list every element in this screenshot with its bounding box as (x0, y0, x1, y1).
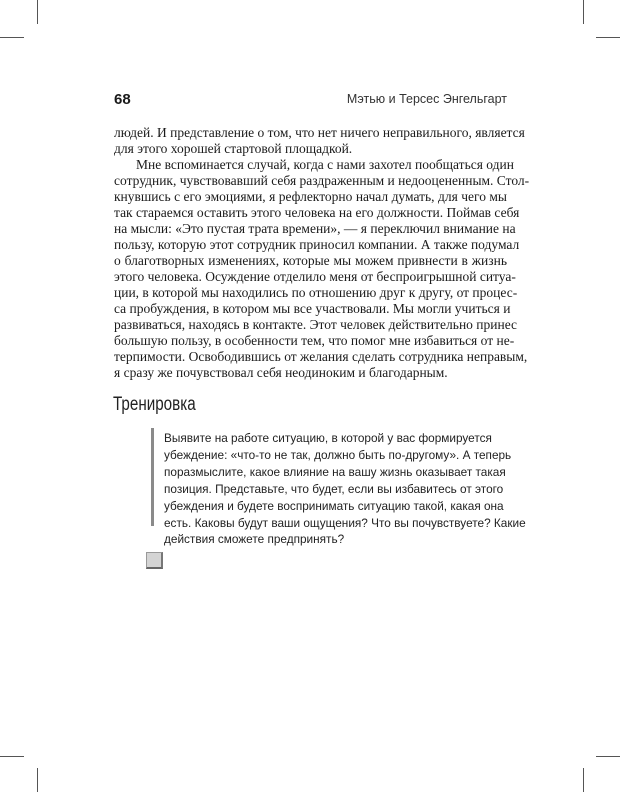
text-line: кнувшись с его эмоциями, я рефлекторно начал думать, для чего мы (114, 189, 507, 204)
exercise-sidebar-rule (151, 428, 154, 526)
text-line: развиваться, находясь в контакте. Этот человек действительно принес (114, 317, 518, 332)
exercise-text (164, 430, 526, 548)
crop-mark (0, 37, 24, 38)
text-line: Мне вспоминается случай, когда с нами захотел пообщаться один (136, 157, 514, 172)
text-line: сотрудник, чувствовавший себя раздраженным и недооцененным. Стол- (114, 173, 530, 188)
exercise-line: Выявите на работе ситуацию, в которой у вас формируется (164, 431, 492, 445)
text-line: о благотворных изменениях, которые мы можем привнести в жизнь (114, 253, 507, 268)
section-heading: Тренировка (113, 394, 196, 415)
text-line: на мысли: «Это пустая трата времени», — я переключил внимание на (114, 221, 516, 236)
text-line: пользу, которую этот сотрудник приносил компании. А также подумал (114, 237, 520, 252)
text-line: я сразу же почувствовал себя неодиноким и благодарным. (114, 365, 448, 380)
body-text (114, 125, 530, 381)
text-line: этого человека. Осуждение отделило меня от беспроигрышной ситуа- (114, 269, 516, 284)
exercise-line: убеждение: «что-то не так, должно быть по-другому». А теперь (164, 447, 512, 462)
exercise-line: позиция. Представьте, что будет, если вы избавитесь от этого (164, 481, 504, 496)
crop-mark (37, 768, 38, 792)
crop-mark (583, 768, 584, 792)
page-number: 68 (114, 91, 131, 108)
crop-mark (596, 756, 620, 757)
crop-mark (583, 0, 584, 24)
text-line: ции, в которой мы находились по отношению друг к другу, от процес- (114, 285, 518, 300)
exercise-line: есть. Каковы будут ваши ощущения? Что вы почувствуете? Какие (164, 515, 526, 530)
running-header (114, 91, 507, 109)
text-line: так стараемся оставить этого человека на его должности. Поймав себя (114, 205, 520, 220)
text-line: людей. И представление о том, что нет ничего неправильного, является (114, 125, 525, 140)
text-line: терпимости. Освободившись от желания сделать сотрудника неправым, (114, 349, 528, 364)
exercise-line: поразмыслите, какое влияние на вашу жизнь оказывает такая (164, 464, 506, 479)
square-end-marker-icon (146, 552, 163, 569)
crop-mark (596, 37, 620, 38)
crop-mark (37, 0, 38, 24)
crop-mark (0, 756, 24, 757)
text-line: для этого хорошей стартовой площадкой. (114, 141, 353, 156)
text-line: большую пользу, в особенности тем, что помог мне избавиться от не- (114, 333, 515, 348)
running-author: Мэтью и Терсес Энгельгарт (346, 92, 507, 106)
exercise-line: убеждения и будете воспринимать ситуацию такой, какая она (164, 498, 504, 513)
text-line: са пробуждения, в котором мы все участвовали. Мы могли учиться и (114, 301, 511, 316)
exercise-line: действия сможете предпринять? (164, 532, 345, 547)
